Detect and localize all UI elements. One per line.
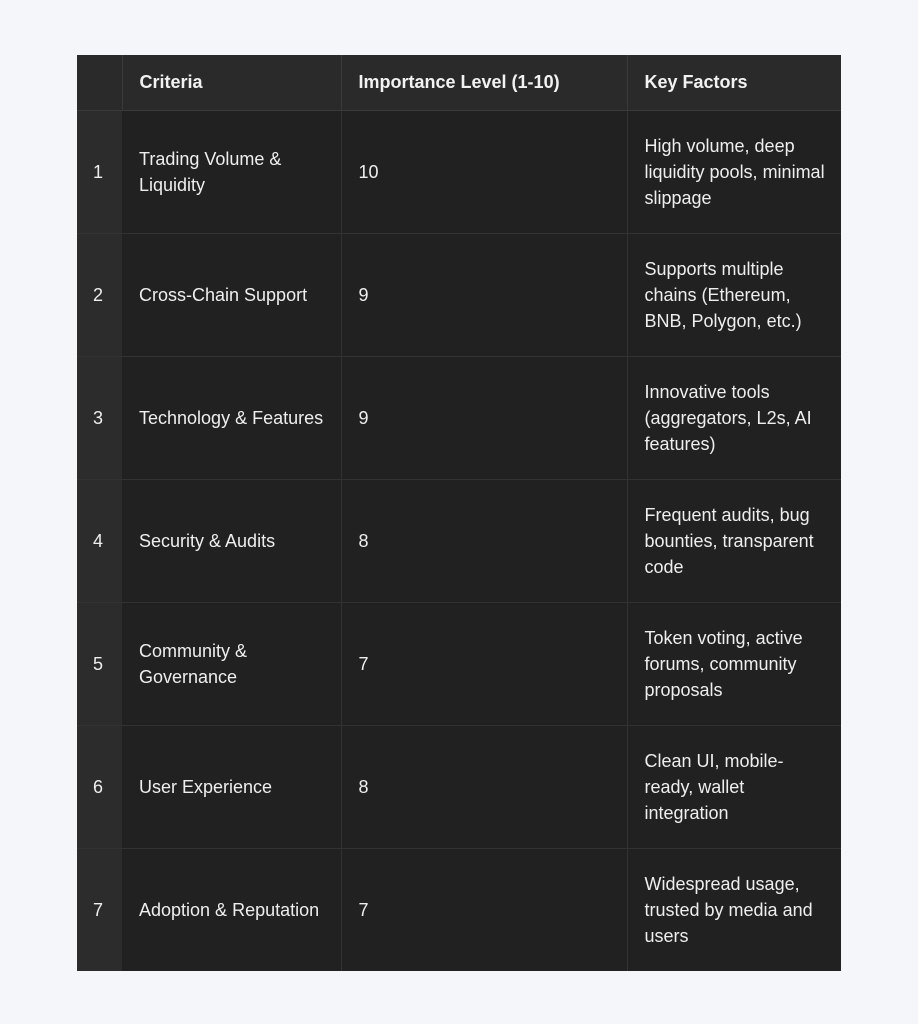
criteria-table [77,55,841,971]
row-index: 2 [77,234,122,357]
row-index: 5 [77,603,122,726]
header-key-factors: Key Factors [627,55,841,111]
criteria-cell: Security & Audits [122,480,341,603]
row-index: 7 [77,849,122,972]
key-factors-cell: Widespread usage, trusted by media and users [627,849,841,972]
table-row [77,849,841,972]
criteria-table-container [77,55,841,969]
table-row [77,234,841,357]
row-index: 1 [77,111,122,234]
importance-cell: 7 [341,603,627,726]
importance-cell: 7 [341,849,627,972]
table-row [77,480,841,603]
criteria-cell: Community & Governance [122,603,341,726]
importance-cell: 10 [341,111,627,234]
table-row [77,357,841,480]
table-header-row [77,55,841,111]
table-row [77,726,841,849]
key-factors-cell: Token voting, active forums, community proposals [627,603,841,726]
importance-cell: 9 [341,357,627,480]
key-factors-cell: Clean UI, mobile-ready, wallet integration [627,726,841,849]
key-factors-cell: Supports multiple chains (Ethereum, BNB, Polygon, etc.) [627,234,841,357]
header-criteria: Criteria [122,55,341,111]
importance-cell: 8 [341,480,627,603]
header-index [77,55,122,111]
importance-cell: 8 [341,726,627,849]
criteria-cell: Cross-Chain Support [122,234,341,357]
row-index: 3 [77,357,122,480]
key-factors-cell: High volume, deep liquidity pools, minimal slippage [627,111,841,234]
table-row [77,111,841,234]
row-index: 4 [77,480,122,603]
criteria-cell: Trading Volume & Liquidity [122,111,341,234]
key-factors-cell: Innovative tools (aggregators, L2s, AI features) [627,357,841,480]
table-row [77,603,841,726]
criteria-cell: Adoption & Reputation [122,849,341,972]
key-factors-cell: Frequent audits, bug bounties, transparent code [627,480,841,603]
header-importance: Importance Level (1-10) [341,55,627,111]
importance-cell: 9 [341,234,627,357]
row-index: 6 [77,726,122,849]
criteria-cell: User Experience [122,726,341,849]
criteria-cell: Technology & Features [122,357,341,480]
